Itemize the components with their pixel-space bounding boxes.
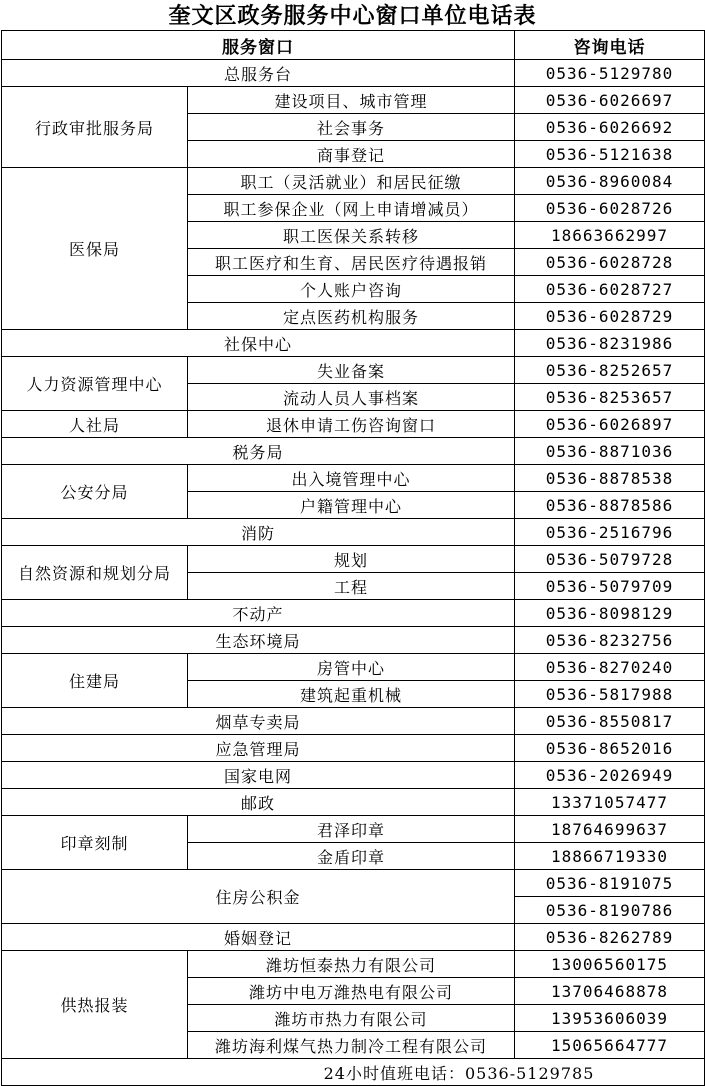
table-row <box>2 600 705 627</box>
phone-number: 0536-8252657 <box>515 357 705 384</box>
phone-number: 18764699637 <box>515 816 705 843</box>
window-name: 出入境管理中心 <box>188 465 515 492</box>
phone-number: 0536-5079728 <box>515 546 705 573</box>
phone-number: 13006560175 <box>515 951 705 978</box>
window-name: 规划 <box>188 546 515 573</box>
dept-name: 公安分局 <box>2 465 188 519</box>
table-row <box>2 60 705 87</box>
phone-number: 0536-2516796 <box>515 519 705 546</box>
dept-name: 住建局 <box>2 654 188 708</box>
table-row <box>2 735 705 762</box>
phone-number: 0536-5079709 <box>515 573 705 600</box>
table-row <box>2 438 705 465</box>
window-name: 职工医保关系转移 <box>188 222 515 249</box>
table-row <box>2 654 705 681</box>
phone-number: 18866719330 <box>515 843 705 870</box>
header-phone: 咨询电话 <box>515 31 705 60</box>
window-name: 总服务台 <box>2 60 515 87</box>
table-row <box>2 762 705 789</box>
phone-number: 0536-8262789 <box>515 924 705 951</box>
window-name: 建设项目、城市管理 <box>188 87 515 114</box>
table-row <box>2 951 705 978</box>
footer-row <box>2 1059 705 1086</box>
window-name: 失业备案 <box>188 357 515 384</box>
phone-number: 13953606039 <box>515 1005 705 1032</box>
phone-number: 0536-8270240 <box>515 654 705 681</box>
phone-number: 0536-8191075 <box>515 870 705 897</box>
window-name: 流动人员人事档案 <box>188 384 515 411</box>
header-window: 服务窗口 <box>2 31 515 60</box>
window-name: 房管中心 <box>188 654 515 681</box>
table-row <box>2 330 705 357</box>
phone-number: 0536-8878586 <box>515 492 705 519</box>
phone-number: 0536-8231986 <box>515 330 705 357</box>
table-row <box>2 546 705 573</box>
window-name: 潍坊海利煤气热力制冷工程有限公司 <box>188 1032 515 1059</box>
dept-name: 印章刻制 <box>2 816 188 870</box>
window-name: 应急管理局 <box>2 735 515 762</box>
page-title: 奎文区政务服务中心窗口单位电话表 <box>168 3 537 29</box>
window-name: 国家电网 <box>2 762 515 789</box>
window-name: 金盾印章 <box>188 843 515 870</box>
phone-number: 0536-5121638 <box>515 141 705 168</box>
window-name: 君泽印章 <box>188 816 515 843</box>
window-name: 工程 <box>188 573 515 600</box>
phone-number: 13706468878 <box>515 978 705 1005</box>
window-name: 社保中心 <box>2 330 515 357</box>
phone-number: 0536-5129780 <box>515 60 705 87</box>
phone-number: 0536-5817988 <box>515 681 705 708</box>
phone-number: 0536-8253657 <box>515 384 705 411</box>
window-name: 社会事务 <box>188 114 515 141</box>
window-name: 职工参保企业（网上申请增减员） <box>188 195 515 222</box>
phone-number: 0536-8878538 <box>515 465 705 492</box>
window-name: 潍坊中电万潍热电有限公司 <box>188 978 515 1005</box>
table-row <box>2 411 705 438</box>
window-name: 户籍管理中心 <box>188 492 515 519</box>
window-name: 生态环境局 <box>2 627 515 654</box>
phone-number: 0536-2026949 <box>515 762 705 789</box>
phone-number: 0536-6028726 <box>515 195 705 222</box>
dept-name: 供热报装 <box>2 951 188 1059</box>
window-name: 个人账户咨询 <box>188 276 515 303</box>
table-row <box>2 519 705 546</box>
window-name: 烟草专卖局 <box>2 708 515 735</box>
phone-number: 0536-8232756 <box>515 627 705 654</box>
window-name: 税务局 <box>2 438 515 465</box>
window-name: 建筑起重机械 <box>188 681 515 708</box>
table-row <box>2 627 705 654</box>
table-row <box>2 87 705 114</box>
table-header-row <box>2 31 705 60</box>
phone-number: 0536-8960084 <box>515 168 705 195</box>
phone-number: 15065664777 <box>515 1032 705 1059</box>
window-name: 商事登记 <box>188 141 515 168</box>
phone-number: 0536-6028729 <box>515 303 705 330</box>
dept-name: 人社局 <box>2 411 188 438</box>
window-name: 住房公积金 <box>2 870 515 924</box>
phone-number: 0536-8871036 <box>515 438 705 465</box>
phone-number: 0536-8550817 <box>515 708 705 735</box>
dept-name: 人力资源管理中心 <box>2 357 188 411</box>
window-name: 职工医疗和生育、居民医疗待遇报销 <box>188 249 515 276</box>
table-row <box>2 789 705 816</box>
table-row <box>2 168 705 195</box>
window-name: 不动产 <box>2 600 515 627</box>
dept-name: 自然资源和规划分局 <box>2 546 188 600</box>
phone-number: 0536-8652016 <box>515 735 705 762</box>
window-name: 潍坊市热力有限公司 <box>188 1005 515 1032</box>
dept-name: 医保局 <box>2 168 188 330</box>
hotline-footer: 24小时值班电话：0536-5129785 <box>2 1059 705 1086</box>
phone-number: 0536-6028728 <box>515 249 705 276</box>
phone-number: 0536-6026697 <box>515 87 705 114</box>
window-name: 退休申请工伤咨询窗口 <box>188 411 515 438</box>
phone-number: 0536-8190786 <box>515 897 705 924</box>
phone-number: 0536-6026692 <box>515 114 705 141</box>
phone-number: 0536-6026897 <box>515 411 705 438</box>
window-name: 婚姻登记 <box>2 924 515 951</box>
table-row <box>2 870 705 897</box>
window-name: 消防 <box>2 519 515 546</box>
phone-number: 0536-6028727 <box>515 276 705 303</box>
phone-number: 13371057477 <box>515 789 705 816</box>
table-row <box>2 924 705 951</box>
dept-name: 行政审批服务局 <box>2 87 188 168</box>
phone-number: 18663662997 <box>515 222 705 249</box>
table-row <box>2 357 705 384</box>
phone-table <box>1 30 705 1086</box>
window-name: 邮政 <box>2 789 515 816</box>
table-row <box>2 465 705 492</box>
table-row <box>2 816 705 843</box>
table-row <box>2 708 705 735</box>
phone-number: 0536-8098129 <box>515 600 705 627</box>
window-name: 职工（灵活就业）和居民征缴 <box>188 168 515 195</box>
window-name: 潍坊恒泰热力有限公司 <box>188 951 515 978</box>
window-name: 定点医药机构服务 <box>188 303 515 330</box>
